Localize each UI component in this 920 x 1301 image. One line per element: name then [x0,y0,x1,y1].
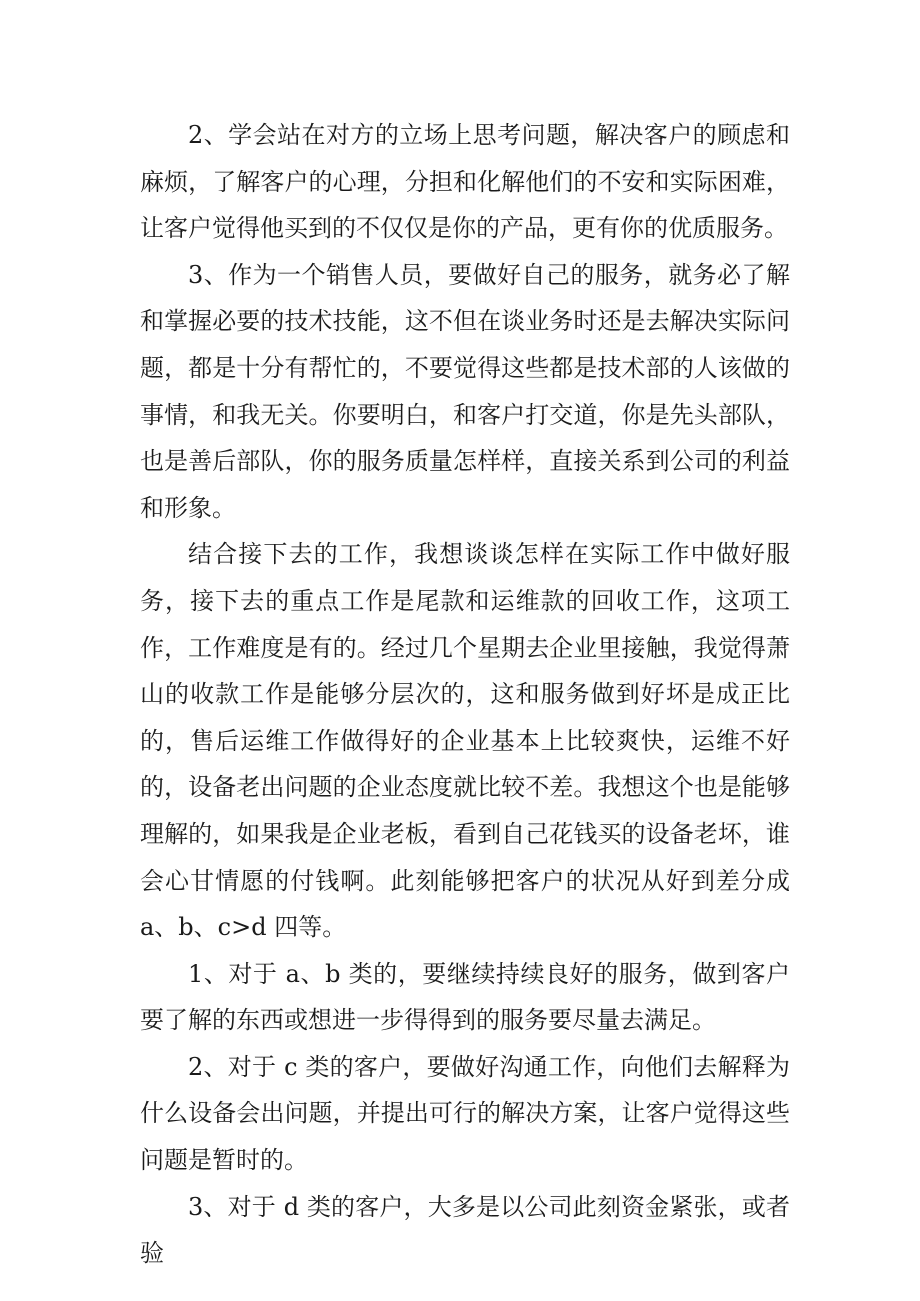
paragraph-service-empathy: 2、学会站在对方的立场上思考问题，解决客户的顾虑和麻烦，了解客户的心理，分担和化解他们的不安和实际困难，让客户觉得他买到的不仅仅是你的产品，更有你的优质服务。 [140,121,790,243]
paragraph-class-ab: 1、对于 a、b 类的，要继续持续良好的服务，做到客户要了解的东西或想进一步得得到的服务要尽量去满足。 [140,959,790,1035]
paragraph-technical-skills: 3、作为一个销售人员，要做好自己的服务，就务必了解和掌握必要的技术技能，这不但在谈业务时还是去解决实际问题，都是十分有帮忙的，不要觉得这些都是技术部的人该做的事情，和我无关。你要明白，和客户打交道，你是先头部队，也是善后部队，你的服务质量怎样样，直接关系到公司的利益和形象。 [140,260,790,522]
paragraph-future-work: 结合接下去的工作，我想谈谈怎样在实际工作中做好服务，接下去的重点工作是尾款和运维款的回收工作，这项工作，工作难度是有的。经过几个星期去企业里接触，我觉得萧山的收款工作是能够分层次的，这和服务做到好坏是成正比的，售后运维工作做得好的企业基本上比较爽快，运维不好的，设备老出问题的企业态度就比较不差。我想这个也是能够理解的，如果我是企业老板，看到自己花钱买的设备老坏，谁会心甘情愿的付钱啊。此刻能够把客户的状况从好到差分成 a、b、c>d 四等。 [140,540,790,942]
document-body [140,112,790,1277]
paragraph-class-c: 2、对于 c 类的客户，要做好沟通工作，向他们去解释为什么设备会出问题，并提出可行的解决方案，让客户觉得这些问题是暂时的。 [140,1052,790,1175]
paragraph-class-d: 3、对于 d 类的客户，大多是以公司此刻资金紧张，或者验 [140,1192,790,1268]
